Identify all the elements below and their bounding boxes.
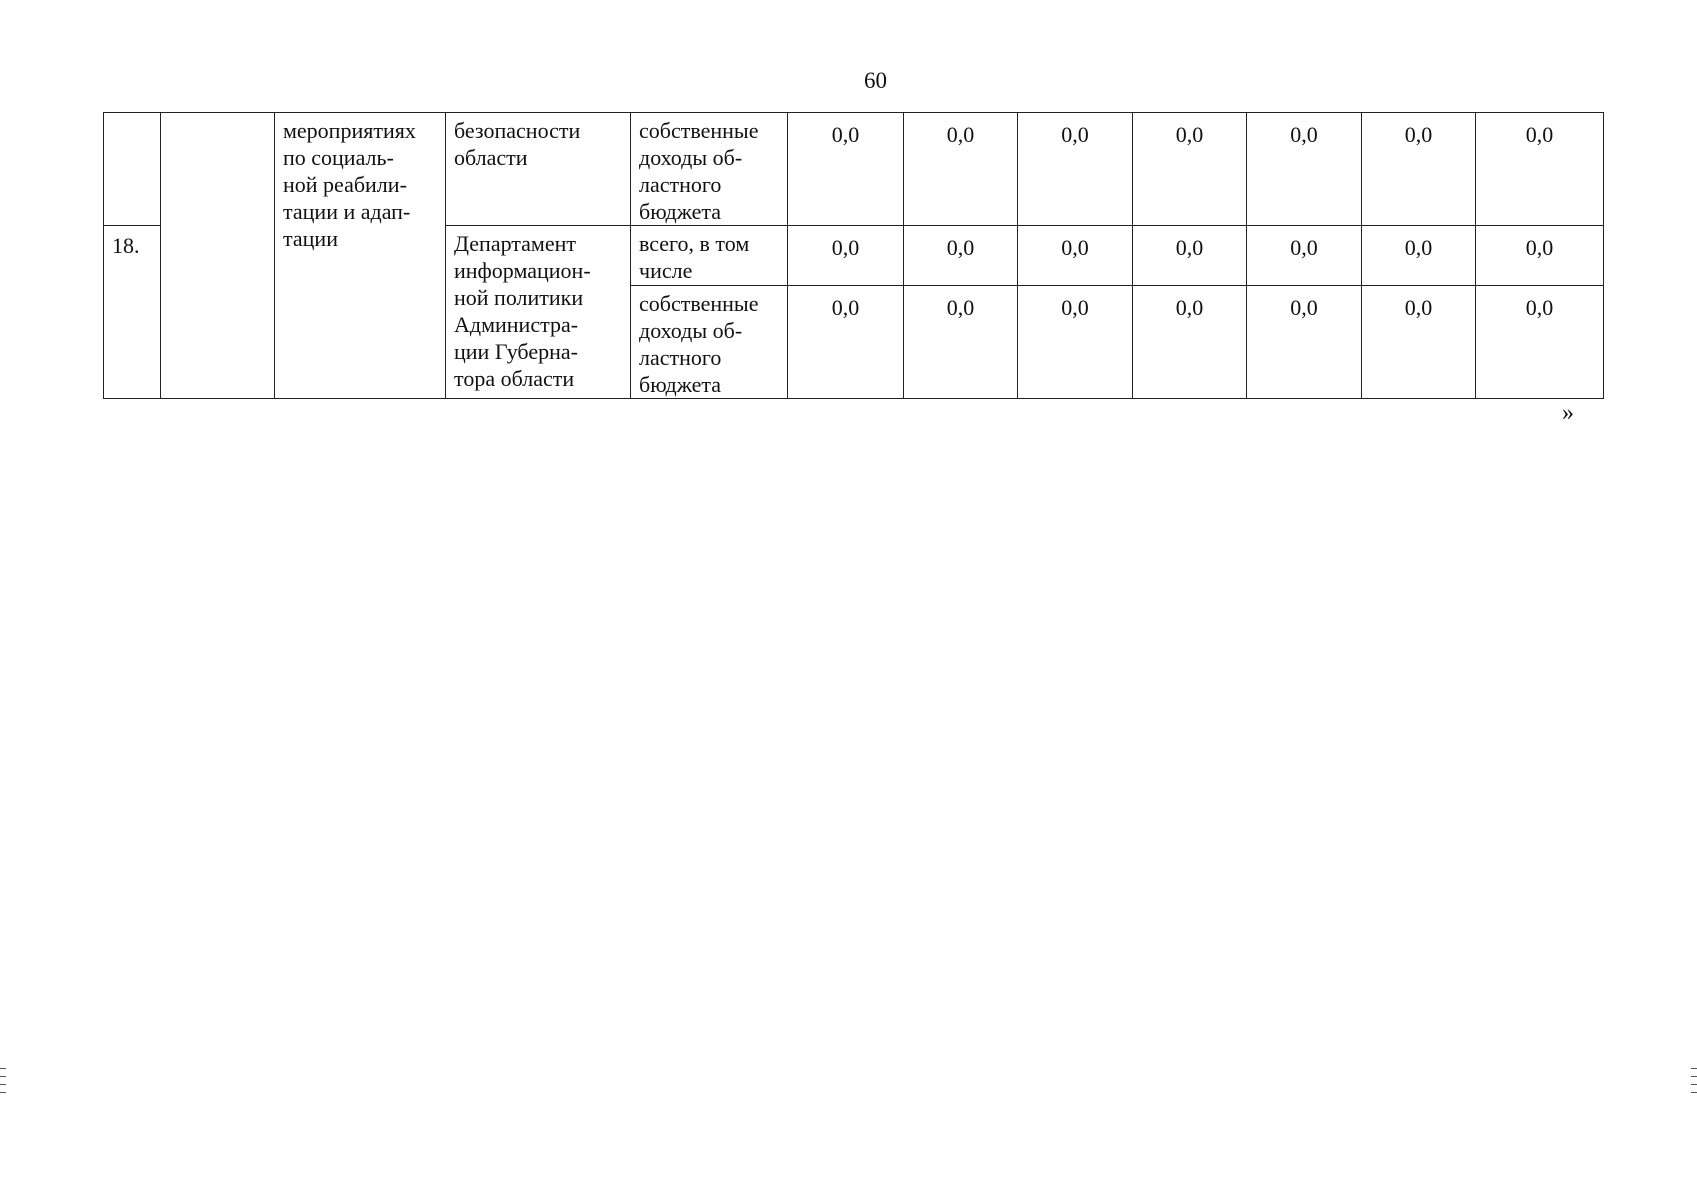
executor-cell: безопасности области [446, 113, 631, 226]
value-cell: 0,0 [1362, 286, 1476, 399]
row-number-cell: 18. [104, 226, 161, 399]
scan-mark [1691, 1084, 1697, 1085]
value-cell: 0,0 [1476, 226, 1604, 286]
funding-source-cell: собственные доходы об- ластного бюджета [631, 113, 788, 226]
budget-table [103, 112, 1604, 399]
empty-cell [161, 113, 275, 399]
scan-mark [1691, 1068, 1697, 1069]
value-cell: 0,0 [1133, 113, 1247, 226]
value-cell: 0,0 [1018, 286, 1133, 399]
scan-mark [0, 1092, 6, 1093]
funding-source-cell: собственные доходы об- ластного бюджета [631, 286, 788, 399]
value-cell: 0,0 [904, 226, 1018, 286]
scan-mark [0, 1068, 6, 1069]
value-cell: 0,0 [904, 286, 1018, 399]
executor-cell: Департамент информацион- ной политики Администра- ции Губерна- тора области [446, 226, 631, 399]
page-number: 60 [864, 68, 887, 93]
measure-cell: мероприятиях по социаль- ной реабили- тации и адап- тации [275, 113, 446, 399]
value-cell: 0,0 [1247, 113, 1362, 226]
scan-mark [0, 1084, 6, 1085]
value-cell: 0,0 [1476, 113, 1604, 226]
index-cell-top [104, 113, 161, 226]
value-cell: 0,0 [788, 226, 904, 286]
value-cell: 0,0 [1362, 113, 1476, 226]
value-cell: 0,0 [1247, 226, 1362, 286]
value-cell: 0,0 [1247, 286, 1362, 399]
value-cell: 0,0 [1018, 226, 1133, 286]
scan-mark [0, 1076, 6, 1077]
value-cell: 0,0 [1133, 226, 1247, 286]
table-row [104, 113, 1604, 226]
value-cell: 0,0 [1362, 226, 1476, 286]
value-cell: 0,0 [788, 286, 904, 399]
scan-mark [1691, 1092, 1697, 1093]
scan-mark [1691, 1076, 1697, 1077]
funding-source-cell: всего, в том числе [631, 226, 788, 286]
value-cell: 0,0 [1133, 286, 1247, 399]
value-cell: 0,0 [904, 113, 1018, 226]
value-cell: 0,0 [1018, 113, 1133, 226]
value-cell: 0,0 [1476, 286, 1604, 399]
closing-quote: » [1562, 400, 1574, 426]
value-cell: 0,0 [788, 113, 904, 226]
